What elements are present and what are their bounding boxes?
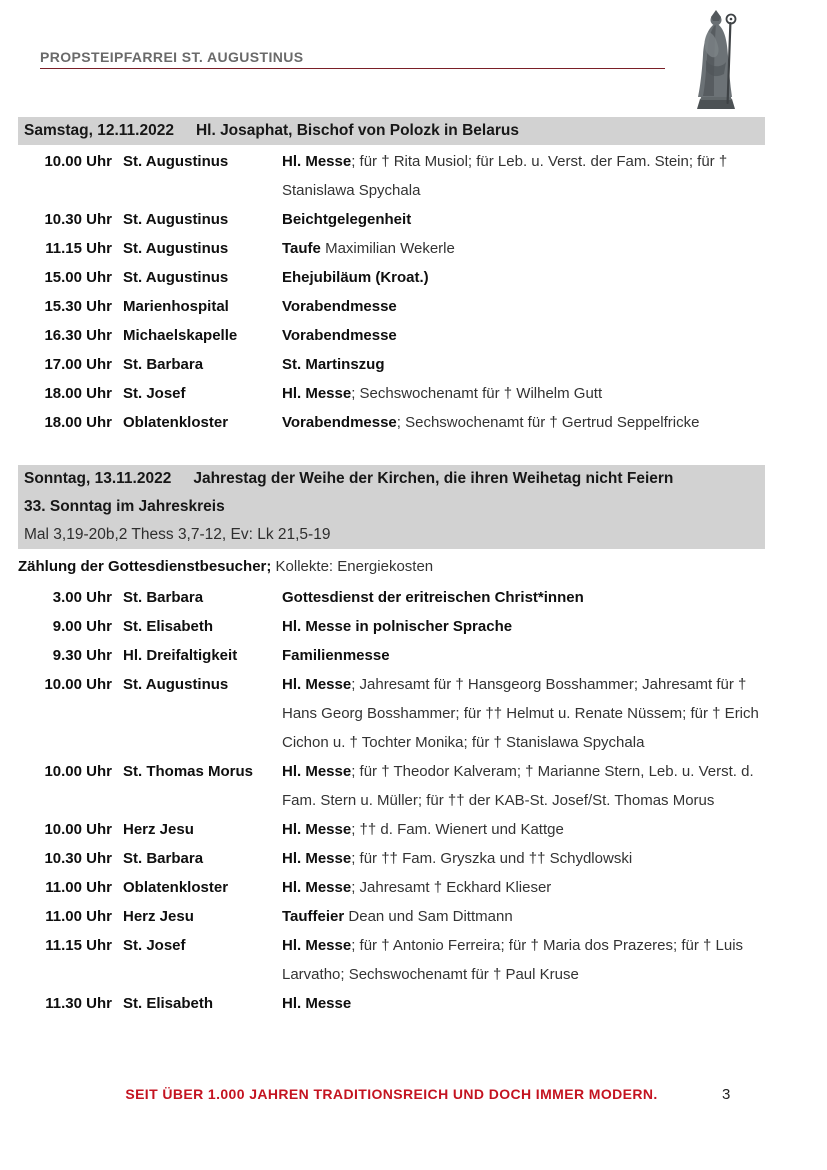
uhr-label: Uhr: [86, 850, 112, 867]
description-lead: Gottesdienst der eritreischen Christ*innen: [282, 589, 584, 606]
time-value: 10.00: [44, 763, 82, 780]
time-cell: [18, 670, 112, 757]
description-cell: [282, 989, 765, 1018]
location-cell: St. Augustinus: [123, 269, 229, 286]
schedule-row: [18, 350, 765, 379]
description-lead: Hl. Messe in polnischer Sprache: [282, 618, 513, 635]
location-cell: St. Josef: [123, 385, 186, 402]
banner-readings: Mal 3,19-20b,2 Thess 3,7-12, Ev: Lk 21,5-19: [24, 526, 331, 543]
uhr-label: Uhr: [86, 821, 112, 838]
description-lead: Ehejubiläum (Kroat.): [282, 269, 429, 286]
time-value: 10.30: [44, 211, 82, 228]
location-cell: Michaelskapelle: [123, 327, 238, 344]
time-cell: [18, 350, 112, 379]
time-value: 10.00: [44, 676, 82, 693]
time-value: 10.00: [44, 153, 82, 170]
schedule-row: [18, 815, 765, 844]
schedule-row: [18, 408, 765, 437]
schedule-row: [18, 147, 765, 205]
uhr-label: Uhr: [86, 618, 112, 635]
time-cell: [18, 757, 112, 815]
description-text: ; Sechswochenamt für † Wilhelm Gutt: [351, 385, 603, 402]
description-cell: [282, 902, 765, 931]
time-value: 11.00: [45, 879, 82, 896]
time-value: 18.00: [44, 385, 82, 402]
description-text: ; für † Theodor Kalveram; † Marianne Stern, Leb. u. Verst. d. Fam. Stern u. Müller; für †† der KAB-St. Josef/St. Thomas Morus: [282, 763, 754, 809]
time-cell: [18, 292, 112, 321]
time-cell: [18, 815, 112, 844]
banner-date: Sonntag, 13.11.2022: [24, 470, 172, 487]
uhr-label: Uhr: [86, 240, 112, 257]
uhr-label: Uhr: [86, 995, 112, 1012]
uhr-label: Uhr: [86, 356, 112, 373]
time-cell: [18, 263, 112, 292]
description-lead: Hl. Messe: [282, 879, 352, 896]
description-lead: Tauffeier: [282, 908, 345, 925]
schedule-row: [18, 844, 765, 873]
description-cell: [282, 234, 765, 263]
schedule-row: [18, 670, 765, 757]
description-text: ; für † Rita Musiol; für Leb. u. Verst. der Fam. Stein; für † Stanislawa Spychala: [282, 153, 728, 199]
uhr-label: Uhr: [86, 879, 112, 896]
time-value: 17.00: [44, 356, 82, 373]
description-lead: Beichtgelegenheit: [282, 211, 412, 228]
schedule-row: [18, 989, 765, 1018]
uhr-label: Uhr: [86, 908, 112, 925]
page-title: PROPSTEIPFARREI ST. AUGUSTINUS: [40, 49, 304, 65]
time-value: 3.00: [52, 589, 82, 606]
schedule-row: [18, 234, 765, 263]
description-cell: [282, 292, 765, 321]
day-section: [18, 465, 765, 1018]
description-text: ; Jahresamt für † Hansgeorg Bosshammer; Jahresamt für † Hans Georg Bosshammer; für †† Helmut u. Renate Nüssem; für † Erich Cichon u. † Tochter Monika; für † Stanislawa Spychala: [282, 676, 759, 751]
location-cell: Herz Jesu: [123, 821, 194, 838]
location-cell: St. Elisabeth: [123, 618, 214, 635]
time-value: 9.00: [52, 618, 82, 635]
footer: [18, 1086, 765, 1104]
time-cell: [18, 641, 112, 670]
schedule-row: [18, 205, 765, 234]
collection-note: [18, 552, 765, 581]
description-cell: [282, 757, 765, 815]
time-cell: [18, 583, 112, 612]
time-cell: [18, 321, 112, 350]
description-lead: Hl. Messe: [282, 995, 352, 1012]
day-banner: [18, 465, 765, 549]
description-cell: [282, 408, 765, 437]
schedule-row: [18, 757, 765, 815]
location-cell: St. Barbara: [123, 589, 204, 606]
schedule-row: [18, 641, 765, 670]
schedule-row: [18, 321, 765, 350]
location-cell: St. Barbara: [123, 850, 204, 867]
location-cell: Hl. Dreifaltigkeit: [123, 647, 238, 664]
time-value: 11.15: [45, 937, 82, 954]
description-cell: [282, 205, 765, 234]
description-cell: [282, 844, 765, 873]
uhr-label: Uhr: [86, 647, 112, 664]
time-cell: [18, 873, 112, 902]
day-section: [18, 117, 765, 437]
time-cell: [18, 379, 112, 408]
description-text: ; für † Antonio Ferreira; für † Maria dos Prazeres; für † Luis Larvatho; Sechswochenamt für † Paul Kruse: [282, 937, 744, 983]
schedule-row: [18, 583, 765, 612]
schedule: [18, 117, 765, 1018]
description-cell: [282, 815, 765, 844]
description-cell: [282, 612, 765, 641]
description-lead: Hl. Messe: [282, 153, 352, 170]
time-cell: [18, 234, 112, 263]
location-cell: St. Josef: [123, 937, 186, 954]
time-value: 11.15: [45, 240, 82, 257]
time-cell: [18, 989, 112, 1018]
collection-note-label: Zählung der Gottesdienstbesucher;: [18, 558, 272, 575]
uhr-label: Uhr: [86, 589, 112, 606]
time-value: 10.00: [44, 821, 82, 838]
bishop-statue-image: [686, 10, 746, 112]
description-cell: [282, 931, 765, 989]
description-lead: Vorabendmesse: [282, 327, 397, 344]
schedule-row: [18, 379, 765, 408]
schedule-row: [18, 873, 765, 902]
description-cell: [282, 379, 765, 408]
description-lead: St. Martinszug: [282, 356, 385, 373]
footer-slogan: SEIT ÜBER 1.000 JAHREN TRADITIONSREICH UND DOCH IMMER MODERN.: [125, 1086, 658, 1102]
uhr-label: Uhr: [86, 269, 112, 286]
uhr-label: Uhr: [86, 153, 112, 170]
description-cell: [282, 873, 765, 902]
time-cell: [18, 147, 112, 205]
schedule-rows: [18, 583, 765, 1018]
banner-heading: [24, 117, 765, 145]
description-text: ; †† d. Fam. Wienert und Kattge: [351, 821, 564, 838]
description-text: Maximilian Wekerle: [320, 240, 455, 257]
uhr-label: Uhr: [86, 327, 112, 344]
description-lead: Hl. Messe: [282, 821, 352, 838]
banner-subtitle: 33. Sonntag im Jahreskreis: [24, 498, 225, 515]
banner-date: Samstag, 12.11.2022: [24, 122, 174, 139]
time-cell: [18, 931, 112, 989]
uhr-label: Uhr: [86, 937, 112, 954]
time-cell: [18, 902, 112, 931]
description-text: ; Jahresamt † Eckhard Klieser: [351, 879, 552, 896]
uhr-label: Uhr: [86, 211, 112, 228]
time-value: 10.30: [44, 850, 82, 867]
description-lead: Hl. Messe: [282, 850, 352, 867]
location-cell: Marienhospital: [123, 298, 229, 315]
location-cell: St. Augustinus: [123, 153, 229, 170]
uhr-label: Uhr: [86, 676, 112, 693]
location-cell: Herz Jesu: [123, 908, 194, 925]
description-cell: [282, 263, 765, 292]
location-cell: St. Augustinus: [123, 211, 229, 228]
description-cell: [282, 670, 765, 757]
description-lead: Hl. Messe: [282, 385, 352, 402]
description-text: ; Sechswochenamt für † Gertrud Seppelfricke: [396, 414, 700, 431]
time-value: 18.00: [44, 414, 82, 431]
description-cell: [282, 147, 765, 205]
schedule-row: [18, 931, 765, 989]
uhr-label: Uhr: [86, 298, 112, 315]
time-cell: [18, 408, 112, 437]
time-cell: [18, 205, 112, 234]
description-text: Dean und Sam Dittmann: [344, 908, 513, 925]
description-lead: Hl. Messe: [282, 676, 352, 693]
description-lead: Vorabendmesse: [282, 414, 397, 431]
description-text: ; für †† Fam. Gryszka und †† Schydlowski: [351, 850, 633, 867]
location-cell: St. Augustinus: [123, 676, 229, 693]
schedule-row: [18, 612, 765, 641]
page-number: 3: [722, 1086, 731, 1103]
uhr-label: Uhr: [86, 385, 112, 402]
time-value: 11.00: [45, 908, 82, 925]
time-cell: [18, 612, 112, 641]
description-cell: [282, 641, 765, 670]
description-cell: [282, 583, 765, 612]
location-cell: St. Augustinus: [123, 240, 229, 257]
location-cell: Oblatenkloster: [123, 879, 229, 896]
banner-heading: [24, 465, 765, 493]
time-value: 15.30: [44, 298, 82, 315]
description-lead: Taufe: [282, 240, 321, 257]
schedule-row: [18, 292, 765, 321]
description-lead: Hl. Messe: [282, 937, 352, 954]
description-cell: [282, 350, 765, 379]
location-cell: Oblatenkloster: [123, 414, 229, 431]
description-lead: Familienmesse: [282, 647, 390, 664]
schedule-row: [18, 902, 765, 931]
time-value: 9.30: [52, 647, 82, 664]
schedule-rows: [18, 147, 765, 437]
uhr-label: Uhr: [86, 414, 112, 431]
description-lead: Vorabendmesse: [282, 298, 397, 315]
banner-feast-title: Hl. Josaphat, Bischof von Polozk in Belarus: [195, 122, 519, 139]
time-value: 11.30: [45, 995, 82, 1012]
day-banner: [18, 117, 765, 145]
location-cell: St. Barbara: [123, 356, 204, 373]
collection-note-text: Kollekte: Energiekosten: [271, 558, 434, 575]
time-value: 15.00: [44, 269, 82, 286]
description-lead: Hl. Messe: [282, 763, 352, 780]
location-cell: St. Elisabeth: [123, 995, 214, 1012]
time-value: 16.30: [44, 327, 82, 344]
header-divider: [40, 68, 665, 69]
banner-feast-title: Jahrestag der Weihe der Kirchen, die ihren Weihetag nicht Feiern: [193, 470, 674, 487]
uhr-label: Uhr: [86, 763, 112, 780]
location-cell: St. Thomas Morus: [123, 763, 254, 780]
time-cell: [18, 844, 112, 873]
schedule-row: [18, 263, 765, 292]
description-cell: [282, 321, 765, 350]
